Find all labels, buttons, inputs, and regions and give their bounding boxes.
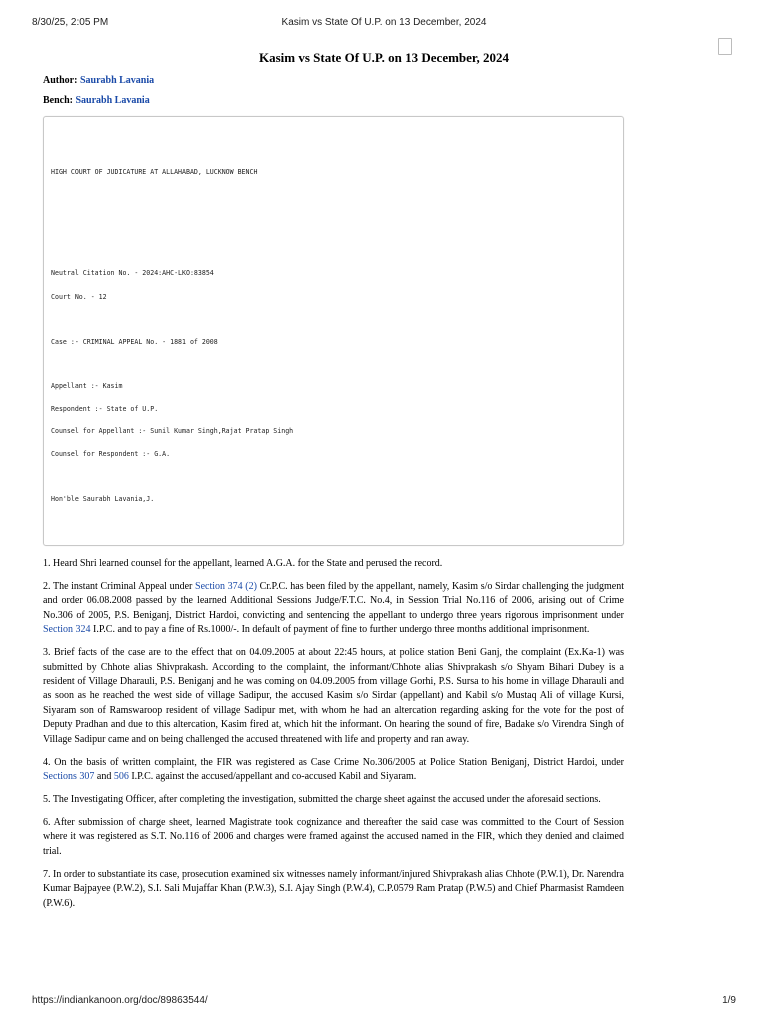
respondent: Respondent :- State of U.P. xyxy=(51,405,159,413)
bench-label: Bench: xyxy=(43,95,73,106)
print-page-title: Kasim vs State Of U.P. on 13 December, 2024 xyxy=(281,17,487,28)
page-number: 1/9 xyxy=(722,995,736,1006)
paragraph-2-text: 2. The instant Criminal Appeal under xyxy=(43,581,196,592)
paragraph-4-text: I.P.C. against the accused/appellant and co-accused Kabil and Siyaram. xyxy=(128,771,417,783)
judgment-body xyxy=(43,557,624,920)
paragraph-2-text: Cr.P.C. has been filed by the appellant, namely, Kasim s/o Sirdar challenging the judgment and order 06.08.2008 passed by the learned Additional Sessions Judge/F.T.C. No.4, in Session Trial No.116 of 2006, arising out of Crime No.306 of 2005, P.S. Beniganj, District Hardoi, convicting and sentencing the appellant to undergo three years rigorous imprisonment under xyxy=(43,581,624,621)
court-number: Court No. - 12 xyxy=(51,293,107,301)
paragraph-7: 7. In order to substantiate its case, prosecution examined six witnesses namely informant/injured Shivprakash alias Chhote (P.W.1), Dr. Narendra Kumar Bajpayee (P.W.2), S.I. Sali Mujaffar Khan (P.W.3), S.I. Ajay Singh (P.W.4), C.P.0579 Ram Pratap (P.W.5) and Chief Pharmasist Ramdeen (P.W.6). xyxy=(43,868,624,909)
print-header xyxy=(32,17,736,31)
section-324-link[interactable]: Section 324 xyxy=(43,624,91,636)
paragraph-2 xyxy=(43,580,624,638)
paragraph-1: 1. Heard Shri learned counsel for the appellant, learned A.G.A. for the State and perused the record. xyxy=(43,558,443,569)
paragraph-3: 3. Brief facts of the case are to the effect that on 04.09.2005 at about 22:45 hours, at police station Beni Ganj, the complaint (Ex.Ka-1) was submitted by Chhote alias Shivprakash. According to the complaint, the informant/Chhote alias Shivprakash s/o Shyam Bihari Dubey is a resident of Village Dharauli, P.S. Beniganj and he was coming on 04.09.2005 from village Gorhi, P.S. Sursa to his home in village Dharauli and as soon as he reached the west side of village Sadipur, the accused Kasim s/o Sirdar (appellant) and Kabil s/o Mustaq Ali of village Kursi, Siyaram son of Ramswaroop resident of village Sadipur met, with whom he had an altercation regarding asking for the vote for the post of Deputy Pradhan and due to this altercation, Kasim fired at, which hit the informant. On hearing the sound of fire, Badake s/o Virendra Singh of Village Sadipur came and on being challenged the accused threatened with life and property and ran away. xyxy=(43,647,624,745)
case-number: Case :- CRIMINAL APPEAL No. - 1881 of 2008 xyxy=(51,338,218,346)
section-506-link[interactable]: 506 xyxy=(113,771,129,783)
author-label: Author: xyxy=(43,75,78,86)
paragraph-5: 5. The Investigating Officer, after completing the investigation, submitted the charge sheet against the accused under the aforesaid sections. xyxy=(43,794,601,806)
section-374-link[interactable]: Section 374 (2) xyxy=(195,581,257,592)
author-link[interactable]: Saurabh Lavania xyxy=(79,75,155,86)
print-datetime: 8/30/25, 2:05 PM xyxy=(32,17,109,28)
neutral-citation: Neutral Citation No. - 2024:AHC-LKO:83854 xyxy=(51,269,214,277)
judge-name: Hon'ble Saurabh Lavania,J. xyxy=(51,495,155,503)
paragraph-4-text: 4. On the basis of written complaint, the FIR was registered as Case Crime No.306/2005 at Police Station Beniganj, District Hardoi, under xyxy=(43,756,624,768)
case-details-box xyxy=(43,116,624,546)
print-footer xyxy=(32,995,736,1009)
bench-line xyxy=(43,95,150,106)
appellant: Appellant :- Kasim xyxy=(51,382,123,390)
bench-link[interactable]: Saurabh Lavania xyxy=(75,95,150,106)
counsel-appellant: Counsel for Appellant :- Sunil Kumar Singh,Rajat Pratap Singh xyxy=(51,427,294,435)
paragraph-2-text: I.P.C. and to pay a fine of Rs.1000/-. In default of payment of fine to further undergo three months additional imprisonment. xyxy=(90,624,590,636)
source-url: https://indiankanoon.org/doc/89863544/ xyxy=(32,995,208,1006)
document-title: Kasim vs State Of U.P. on 13 December, 2024 xyxy=(259,50,509,65)
paragraph-4-text: and xyxy=(94,771,114,783)
court-name: HIGH COURT OF JUDICATURE AT ALLAHABAD, LUCKNOW BENCH xyxy=(51,168,258,176)
paragraph-6: 6. After submission of charge sheet, learned Magistrate took cognizance and thereafter the said case was committed to the Court of Session where it was registered as S.T. No.116 of 2006 and charges were framed against the accused named in the FIR, which they denied and claimed trial. xyxy=(43,817,624,857)
author-line xyxy=(43,75,154,86)
counsel-respondent: Counsel for Respondent :- G.A. xyxy=(51,450,171,458)
paragraph-4 xyxy=(43,756,624,785)
sections-307-link[interactable]: Sections 307 xyxy=(43,771,95,783)
